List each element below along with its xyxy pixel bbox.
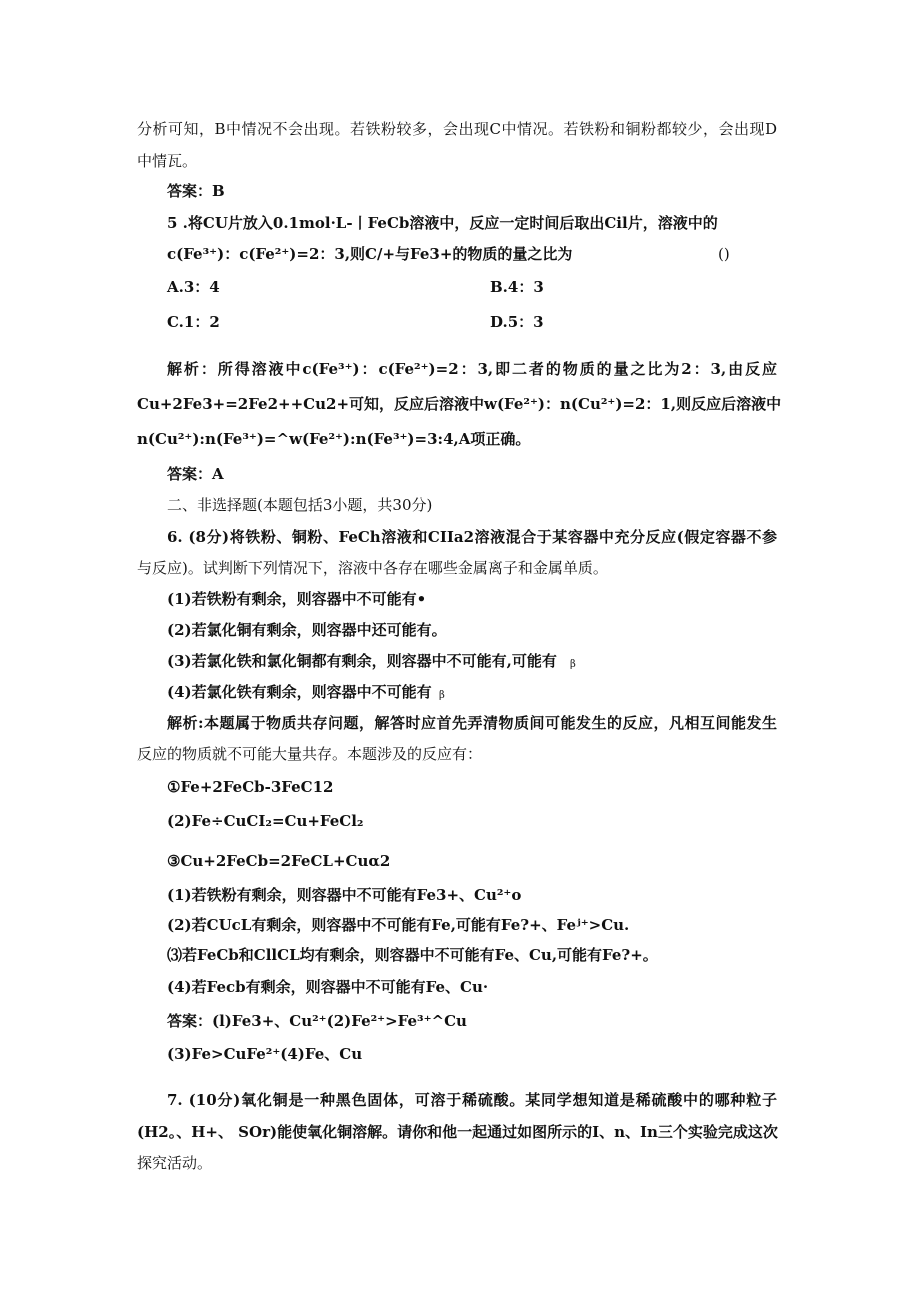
analysis-text: ⑶若FeCb和CllCL均有剩余，则容器中不可能有Fe、Cu,可能有Fe?+。 bbox=[167, 946, 658, 964]
sub-question: (2)若氯化铜有剩余，则容器中还可能有。 bbox=[167, 621, 447, 639]
question-6-stem: 与反应)。试判断下列情况下，溶液中各存在哪些金属离子和金属单质。 bbox=[137, 559, 608, 577]
answer-label: 答案：A bbox=[167, 465, 224, 483]
text-line: 分析可知，B中情况不会出现。若铁粉较多，会出现C中情况。若铁粉和铜粉都较少，会出现D bbox=[137, 120, 777, 138]
reaction-equation: ①Fe+2FeCb-3FeC12 bbox=[167, 778, 334, 796]
analysis-text: 解析：所得溶液中c(Fe³⁺)：c(Fe²⁺)=2：3,即二者的物质的量之比为2：3,由反应 bbox=[167, 360, 777, 378]
answer-blank: () bbox=[718, 245, 730, 263]
question-5-stem: 5 .将CU片放入0.1mol·L-丨FeCb溶液中，反应一定时间后取出Cil片，溶液中的 bbox=[167, 214, 718, 232]
text-line: 中情瓦。 bbox=[137, 152, 198, 170]
question-6-stem: 6. (8分)将铁粉、铜粉、FeCh溶液和CIIa2溶液混合于某容器中充分反应(假定容器不参 bbox=[167, 528, 777, 546]
sub-question: (1)若铁粉有剩余，则容器中不可能有• bbox=[167, 590, 427, 608]
analysis-text: (4)若Fecb有剩余，则容器中不可能有Fe、Cu· bbox=[167, 978, 489, 996]
question-7-stem: 探究活动。 bbox=[137, 1154, 213, 1172]
question-7-stem: 7. (10分)氧化铜是一种黑色固体，可溶于稀硫酸。某同学想知道是稀硫酸中的哪种粒子 bbox=[167, 1091, 777, 1109]
sub-question: (4)若氯化铁有剩余，则容器中不可能有 bbox=[167, 683, 432, 701]
blank-mark: β bbox=[439, 690, 445, 701]
question-5-stem: c(Fe³⁺)：c(Fe²⁺)=2：3,则C/+与Fe3+的物质的量之比为 bbox=[167, 245, 573, 263]
analysis-text: 解析:本题属于物质共存问题，解答时应首先弄清物质间可能发生的反应，凡相互间能发生 bbox=[167, 714, 777, 732]
section-heading: 二、非选择题(本题包括3小题，共30分) bbox=[167, 496, 433, 514]
option-d: D.5：3 bbox=[490, 313, 544, 331]
reaction-equation: ③Cu+2FeCb=2FeCL+Cuα2 bbox=[167, 852, 391, 870]
answer-label: 答案：(l)Fe3+、Cu²⁺(2)Fe²⁺>Fe³⁺^Cu bbox=[167, 1012, 467, 1030]
answer-label: (3)Fe>CuFe²⁺(4)Fe、Cu bbox=[167, 1045, 363, 1063]
option-b: B.4：3 bbox=[490, 278, 544, 296]
analysis-text: Cu+2Fe3+=2Fe2++Cu2+可知，反应后溶液中w(Fe²⁺)：n(Cu²⁺)=2：1,则反应后溶液中 bbox=[137, 395, 782, 413]
question-7-stem: (H2。、H+、 SOr)能使氧化铜溶解。请你和他一起通过如图所示的I、n、In三个实验完成这次 bbox=[137, 1123, 778, 1141]
answer-label: 答案：B bbox=[167, 182, 225, 200]
analysis-text: (1)若铁粉有剩余，则容器中不可能有Fe3+、Cu²⁺o bbox=[167, 886, 522, 904]
reaction-equation: (2)Fe÷CuCI₂=Cu+FeCl₂ bbox=[167, 812, 364, 830]
analysis-text: n(Cu²⁺):n(Fe³⁺)=^w(Fe²⁺):n(Fe³⁺)=3:4,A项正确。 bbox=[137, 430, 531, 448]
blank-mark: β bbox=[570, 659, 576, 670]
analysis-text: 反应的物质就不可能大量共存。本题涉及的反应有： bbox=[137, 745, 483, 763]
option-c: C.1：2 bbox=[167, 313, 220, 331]
option-a: A.3：4 bbox=[167, 278, 220, 296]
analysis-text: (2)若CUcL有剩余，则容器中不可能有Fe,可能有Fe?+、Feʲ⁺>Cu. bbox=[167, 916, 630, 934]
sub-question: (3)若氯化铁和氯化铜都有剩余，则容器中不可能有,可能有 bbox=[167, 652, 557, 670]
